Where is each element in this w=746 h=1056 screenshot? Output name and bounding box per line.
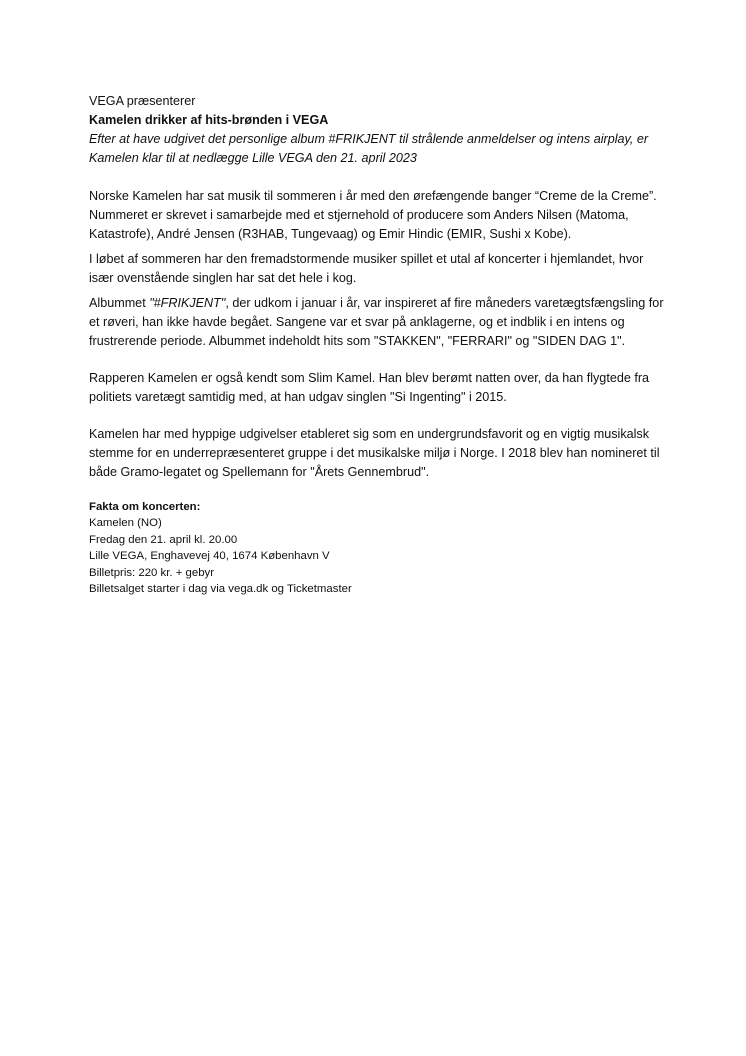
facts-price: Billetpris: 220 kr. + gebyr	[89, 566, 215, 579]
headline: Kamelen drikker af hits-brønden i VEGA	[89, 113, 329, 127]
facts-venue: Lille VEGA, Enghavevej 40, 1674 København V	[89, 550, 330, 563]
paragraph-3-rest: , der udkom i januar i år, var inspireret af fire måneders varetægtsfængsling for et røveri, han ikke havde begået. Sangene var et svar på anklagerne, og et indblik i en intens og frustrerende periode. Albummet indeholdt hits som "STAKKEN", "FERRARI" og "SIDEN DAG 1".	[89, 296, 664, 348]
lead-paragraph: Efter at have udgivet det personlige album #FRIKJENT til strålende anmeldelser og intens airplay, er Kamelen klar til at nedlægge Lille VEGA den 21. april 2023	[89, 132, 649, 165]
paragraph-3-prefix: Albummet	[89, 296, 150, 310]
body-paragraph-2: I løbet af sommeren har den fremadstormende musiker spillet et utal af koncerter i hjemlandet, hvor især ovenstående singlen har sat det hele i kog.	[89, 252, 644, 285]
facts-artist: Kamelen (NO)	[89, 517, 162, 530]
press-release	[89, 92, 669, 597]
presenter-line: VEGA præsenterer	[89, 94, 196, 108]
facts-ticket-sale: Billetsalget starter i dag via vega.dk og Ticketmaster	[89, 583, 352, 596]
body-paragraph-1: Norske Kamelen har sat musik til sommeren i år med den ørefængende banger “Creme de la Creme”. Nummeret er skrevet i samarbejde med et stjernehold of producere som Anders Nilsen (Matoma, Katastrofe), André Jensen (R3HAB, Tungevaag) og Emir Hindic (EMIR, Sushi x Kobe).	[89, 189, 657, 241]
body-paragraph-3	[89, 294, 669, 351]
album-title: "#FRIKJENT"	[149, 296, 226, 310]
facts-date: Fredag den 21. april kl. 20.00	[89, 533, 238, 546]
facts-heading: Fakta om koncerten:	[89, 501, 201, 513]
body-paragraph-4: Rapperen Kamelen er også kendt som Slim Kamel. Han blev berømt natten over, da han flygtede fra politiets varetægt samtidig med, at han udgav singlen "Si Ingenting" i 2015.	[89, 371, 650, 404]
body-paragraph-5: Kamelen har med hyppige udgivelser etableret sig som en undergrundsfavorit og en vigtig musikalsk stemme for en underrepræsenteret gruppe i det musikalske miljø i Norge. I 2018 blev han nomineret til både Gramo-legatet og Spellemann for "Årets Gennembrud".	[89, 427, 660, 479]
concert-facts	[89, 499, 669, 597]
